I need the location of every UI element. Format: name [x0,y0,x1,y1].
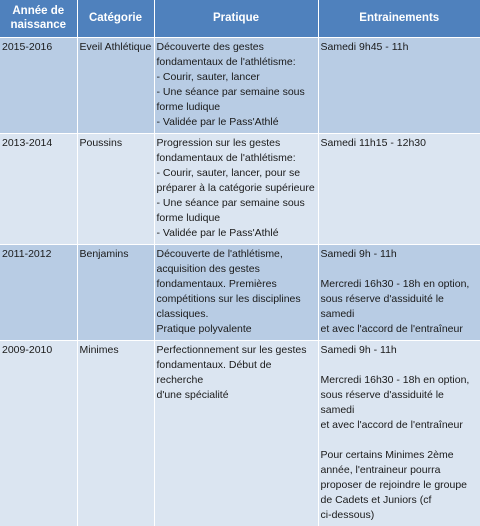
entrainement-line: proposer de rejoindre le groupe [320,478,468,491]
pratique-line: - Courir, sauter, lancer [156,70,260,83]
cell-categorie: Eveil Athlétique [77,37,154,133]
cell-pratique [154,133,318,244]
table-row [0,244,480,340]
entrainement-line: Mercredi 16h30 - 18h en option, [320,373,470,386]
cell-categorie: Minimes [77,340,154,526]
entrainement-line: Samedi 9h - 11h [320,247,397,260]
header-annee-line1: Année de [12,5,65,18]
pratique-line: forme ludique [156,100,221,113]
table-row [0,340,480,526]
entrainement-line: sous réserve d'assiduité le samedi [320,292,444,320]
pratique-line: compétitions sur les disciplines [156,292,301,305]
header-pratique: Pratique [154,0,318,37]
cell-pratique [154,340,318,526]
pratique-line: - Une séance par semaine sous [156,85,305,98]
entrainement-line: année, l'entraineur pourra [320,463,441,476]
pratique-line: - Une séance par semaine sous [156,196,305,209]
cell-annee: 2009-2010 [0,340,77,526]
cell-entrainements [318,244,480,340]
pratique-line: Progression sur les gestes [156,136,281,149]
entrainement-line: de Cadets et Juniors (cf [320,493,432,506]
pratique-line: Découverte de l'athlétisme, [156,247,283,260]
header-entrainements: Entrainements [318,0,480,37]
entrainement-line: et avec l'accord de l'entraîneur [320,418,463,431]
header-annee [0,0,77,37]
entrainement-line: Mercredi 16h30 - 18h en option, [320,277,470,290]
cell-pratique [154,37,318,133]
cell-annee: 2011-2012 [0,244,77,340]
pratique-line: classiques. [156,307,209,320]
table-header-row [0,0,480,37]
header-annee-line2: naissance [10,19,67,32]
pratique-line: fondamentaux. Premières [156,277,277,290]
entrainement-line: sous réserve d'assiduité le samedi [320,388,444,416]
cell-entrainements [318,340,480,526]
cell-annee: 2013-2014 [0,133,77,244]
entrainement-line: Samedi 11h15 - 12h30 [320,136,426,149]
entrainement-line: ci-dessous) [320,508,375,521]
entrainement-line: Samedi 9h - 11h [320,343,397,356]
table-row [0,133,480,244]
cell-categorie: Poussins [77,133,154,244]
cell-pratique [154,244,318,340]
pratique-line: préparer à la catégorie supérieure [156,181,315,194]
pratique-line: - Courir, sauter, lancer, pour se [156,166,301,179]
pratique-line: fondamentaux. Début de recherche [156,358,272,386]
entrainement-line: Pour certains Minimes 2ème [320,448,454,461]
pratique-line: - Validée par le Pass'Athlé [156,226,279,239]
pratique-line: fondamentaux de l'athlétisme: [156,55,296,68]
pratique-line: fondamentaux de l'athlétisme: [156,151,296,164]
cell-categorie: Benjamins [77,244,154,340]
pratique-line: Perfectionnement sur les gestes [156,343,307,356]
cell-entrainements [318,37,480,133]
entrainement-line: et avec l'accord de l'entraîneur [320,322,463,335]
pratique-line: Pratique polyvalente [156,322,252,335]
pratique-line: forme ludique [156,211,221,224]
entrainement-line: Samedi 9h45 - 11h [320,40,409,53]
cell-entrainements [318,133,480,244]
pratique-line: acquisition des gestes [156,262,260,275]
table-row [0,37,480,133]
header-categorie: Catégorie [77,0,154,37]
cell-annee: 2015-2016 [0,37,77,133]
pratique-line: - Validée par le Pass'Athlé [156,115,279,128]
pratique-line: Découverte des gestes [156,40,264,53]
pratique-line: d'une spécialité [156,388,229,401]
